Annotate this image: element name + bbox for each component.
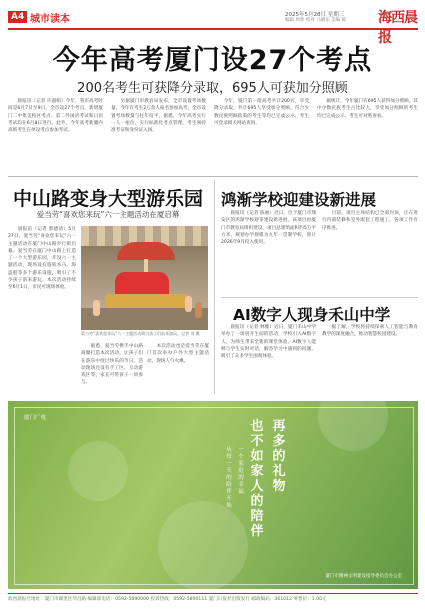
amusement-column-2: 据悉，爱当劳携手中山路商圈打造本次活动，让孩子们在游乐中度过快乐的节日。活动现场还设有手工区、互动游戏区等，家长可带孩子一同参与。	[81, 344, 143, 386]
ad-headline-1: 再多的礼物	[272, 419, 286, 494]
carousel-photo	[81, 226, 208, 330]
ad-frame	[14, 407, 414, 585]
lead-column-2: 另据厦门市教育局发布，全市设置考场数量，今年有考生2万余人报名参加高考，全市设置考场数量与往年持平。据悉，今年高考实行一人一座位，实行标准化考点管理，考生须持准考证和身份证入场。	[111, 99, 206, 134]
amusement-column-3: 本次活动也是爱当劳在厦门首次举办户外大型主题活动，现场人气火爆。	[147, 344, 209, 364]
ad-tagline-2: 从每一天的陪伴开始	[226, 447, 232, 509]
section-name: 城市读本	[30, 14, 70, 25]
footer-rule	[8, 593, 418, 594]
issue-date: 2025年5月28日 星期三	[285, 12, 345, 18]
lead-column-3: 今年，厦门第一批高考共计200名，享受降分录取，共计695人享受加分照顾。符合少数民族照顾政策的考生等均已完成公示，考生可登录相关网站查询。	[214, 99, 309, 126]
public-service-ad	[8, 401, 418, 589]
ad-headline-2: 也不如家人的陪伴	[250, 419, 264, 539]
page-header	[8, 6, 418, 46]
editor-credits: 编辑 周欣 校对 马晓东 美编 陈	[285, 18, 347, 23]
lead-headline: 今年高考厦门设27个考点	[52, 45, 373, 76]
amusement-subheadline: 爱当劳“喜欢您来玩”六一主题活动在厦启幕	[36, 210, 180, 219]
header-rule	[8, 28, 418, 30]
column-divider	[214, 180, 215, 394]
page-number: A4	[8, 11, 27, 23]
lead-column-1: 晨报讯（记者 许淑娟）今年，我市高考时间是6月7日至9日，全市设27个考点，新增厦门二中集美校区考点。第二外国语考试和日语考试均在6月8日进行。此外，今年高考新疆内高班考生在单设考点参加考试。	[8, 99, 103, 134]
amusement-headline: 中山路变身大型游乐园	[12, 188, 203, 210]
footer-info: 海西晨报社地址：厦门市湖里区华昌路 编辑部电话：0592-5890000 投诉热线：0592-5890111 厦门日报社出版发行 邮政编码：361012 零售价：1.00元	[8, 597, 327, 602]
section-divider	[8, 176, 418, 177]
ai-column-2: 据了解，学校将持续探索人工智能与教育教学的深度融合，推动智慧校园建设。	[322, 325, 418, 338]
ai-column-1: 晨报讯（记者 林雅）近日，厦门禾山中学举办了一场别开生面的活动，学校引入AI数字人，为师生带来全新的课堂体验。AI数字人能够与学生实时对话，解答学习中遇到的问题，吸引了众多学生围观体验。	[221, 325, 316, 360]
newspaper-logo: 海西晨报	[378, 10, 417, 46]
ad-logo: 厦门广电	[24, 415, 47, 421]
ad-tagline-1: 一个家庭的幸福	[238, 447, 244, 495]
amusement-column-1: 晨报讯（记者 郭德清）5月27日，爱当劳“喜欢您来玩”六一主题活动在厦门中山路步行街启幕。爱当劳在厦门中山路上打造了一个大型游乐园，开设六一主题活动，现场设有旋转木马、海盗船等多个游乐设施，吸引了不少孩子前来游玩。本次活动持续至6月1日，市民可现场体验。	[8, 227, 76, 291]
photo-caption: 爱当劳“喜欢您来玩”六一主题活动吸引孩子们前来游玩。记者 刘 摄	[81, 331, 200, 336]
school-headline: 鸿渐学校迎建设新进展	[221, 191, 377, 209]
ai-headline: AI数字人现身禾山中学	[233, 306, 391, 324]
school-column-2: 目前，项目主体结构已全部封顶，正在进行内部装修和室外配套工程施工，各项工作有序推进。	[322, 211, 418, 231]
school-column-1: 晨报讯（记者 陈丽）近日，位于厦门市翔安区的鸿渐学校迎来建设新进展。该项目由厦门市教育局组织建设，项目总建筑面积约5万平方米，规划办学规模为九年一贯制学校，预计2026年9月投入使用。	[221, 211, 316, 246]
lead-column-4: 据统计，今年厦门有695人获得加分照顾，其中少数民族考生占比较大，享受加分照顾的考生均已完成公示，考生可对照查看。	[317, 99, 418, 119]
right-divider	[221, 297, 418, 298]
ad-credit: 厦门市精神文明建设指导委员会办公室	[325, 574, 402, 579]
lead-subheadline: 200名考生可获降分录取，695人可获加分照顾	[77, 81, 348, 96]
